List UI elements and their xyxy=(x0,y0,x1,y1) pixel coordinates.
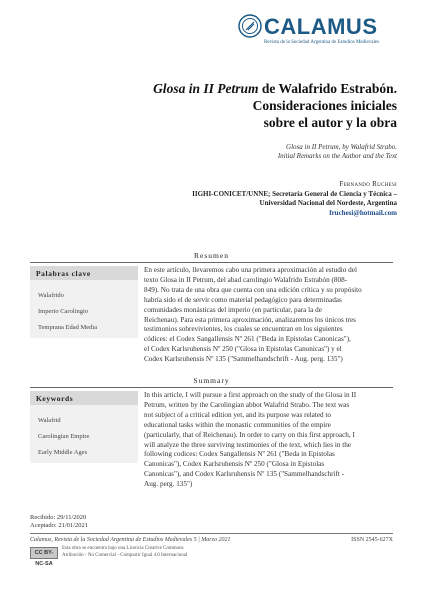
author-email[interactable]: fruchesi@hotmail.com xyxy=(329,208,397,217)
resumen-line: habría sido el de servir como material pedagógico para determinadas xyxy=(144,295,342,304)
summary-rule xyxy=(30,387,393,388)
palabras-clave-list xyxy=(30,280,138,338)
english-title xyxy=(67,143,397,161)
journal-citation: Calamus, Revista de la Sociedad Argentina de Estudios Medievales 5 | Marzo 2021 xyxy=(30,537,231,543)
license-text xyxy=(62,546,292,559)
keyword-en-2: Carolingian Empire xyxy=(38,433,90,440)
author-affiliation-2: Universidad Nacional del Nordeste, Argentina xyxy=(259,199,397,208)
summary-line: following codices: Codex Sangallensis Nº 261 ("Beda in Epistolas xyxy=(144,450,335,459)
author-affiliation-1: IIGHI-CONICET/UNNE; Secretaría General de Ciencia y Técnica – xyxy=(192,189,397,198)
summary-text xyxy=(144,391,394,490)
english-title-line2: Initial Remarks on the Author and the Text xyxy=(277,152,397,160)
resumen-line: texto Glosa in II Petrum, del abad carolingio Walafrido Estrabón (808- xyxy=(144,275,348,284)
summary-line: will analyze the three surviving testimonies of the text, which lies in the xyxy=(144,440,351,449)
title-line2: Consideraciones iniciales xyxy=(252,98,397,113)
resumen-line: códices: el Codex Sangallensis Nº 261 ("Beda in Epistolas Canonicas"), xyxy=(144,335,351,344)
author-name: Fernando Ruchesi xyxy=(339,180,397,188)
summary-line: Canonicas"), and Codex Karlsruhensis Nº 135 ("Sammelhandschrift - xyxy=(144,470,345,479)
summary-line: educational tasks within the monastic communities of the empire xyxy=(144,420,331,429)
summary-line: Petrum, written by the Carolingian abbot Walafrid Strabo. The text was xyxy=(144,400,350,409)
cc-license-badge[interactable]: CC BY-NC-SA xyxy=(30,547,58,559)
english-title-line1: Glosa in II Petrum, by Walafrid Strabo. xyxy=(286,143,397,151)
title-line3: sobre el autor y la obra xyxy=(263,115,397,130)
author-block xyxy=(67,180,397,218)
summary-line: In this article, I will pursue a first approach on the study of the Glosa in II xyxy=(144,391,357,399)
license-line-1: Esta obra se encuentra bajo una Licencia Creative Commons xyxy=(62,546,184,551)
article-title xyxy=(67,80,397,131)
footer-rule xyxy=(30,533,393,534)
keywords-heading: Keywords xyxy=(30,391,138,405)
journal-tagline: Revista de la Sociedad Argentina de Estudios Medievales xyxy=(264,40,380,45)
summary-line: Canonicas"), Codex Karlsruhensis Nº 250 ("Glosa in Epistolas xyxy=(144,460,325,469)
summary-line: Aug. perg. 135") xyxy=(144,480,193,489)
summary-line: (particularly, that of Reichenau). In order to carry on this first approach, I xyxy=(144,430,355,439)
title-rest: de Walafrido Estrabón. xyxy=(258,81,397,96)
keywords-list xyxy=(30,405,138,463)
keyword-en-3: Early Middle Ages xyxy=(38,449,88,456)
keyword-en-1: Walafrid xyxy=(38,417,61,424)
resumen-line: 849). No trata de una obra que cuenta con una edición crítica y su propósito xyxy=(144,285,362,294)
title-italic: Glosa in II Petrum xyxy=(153,81,259,96)
seal-icon xyxy=(238,14,262,38)
resumen-line: el Codex Karlsruhensis Nº 250 ("Glosa in Epistolas Canonicas") y el xyxy=(144,345,342,354)
resumen-line: testimonios sobrevivientes, los cuales se encuentran en los siguientes xyxy=(144,325,343,334)
keyword-es-2: Imperio Carolingio xyxy=(38,308,89,315)
resumen-text xyxy=(144,266,394,365)
journal-name: CALAMUS xyxy=(264,14,378,39)
keyword-es-3: Temprana Edad Media xyxy=(38,324,98,331)
resumen-line: Reichenau). Para esta primera aproximación, analizaremos los únicos tres xyxy=(144,315,356,324)
resumen-line: En este artículo, llevaremos cabo una primera aproximación al estudio del xyxy=(144,266,357,274)
received-date: Recibido: 29/11/2020 xyxy=(30,514,87,521)
issn: ISSN 2545-627X xyxy=(351,537,393,543)
resumen-heading: Resumen xyxy=(194,251,229,260)
journal-logo xyxy=(238,14,416,60)
article-dates xyxy=(30,514,88,530)
summary-heading: Summary xyxy=(193,376,230,385)
palabras-clave-heading: Palabras clave xyxy=(30,266,138,280)
resumen-line: Codex Karlsruhensis Nº 135 ("Sammelhandschrift - Aug. perg. 135") xyxy=(144,355,343,364)
license-line-2: Atribución - No Comercial - Compartir Igual 4.0 Internacional xyxy=(62,552,188,558)
keyword-es-1: Walafrido xyxy=(38,292,64,299)
summary-line: not subject of a critical edition yet, and its purpose was related to xyxy=(144,410,332,419)
accepted-date: Aceptado: 21/01/2021 xyxy=(30,522,88,529)
resumen-line: comunidades monásticas del imperio (en particular, para la de xyxy=(144,305,322,314)
resumen-rule xyxy=(30,262,393,263)
